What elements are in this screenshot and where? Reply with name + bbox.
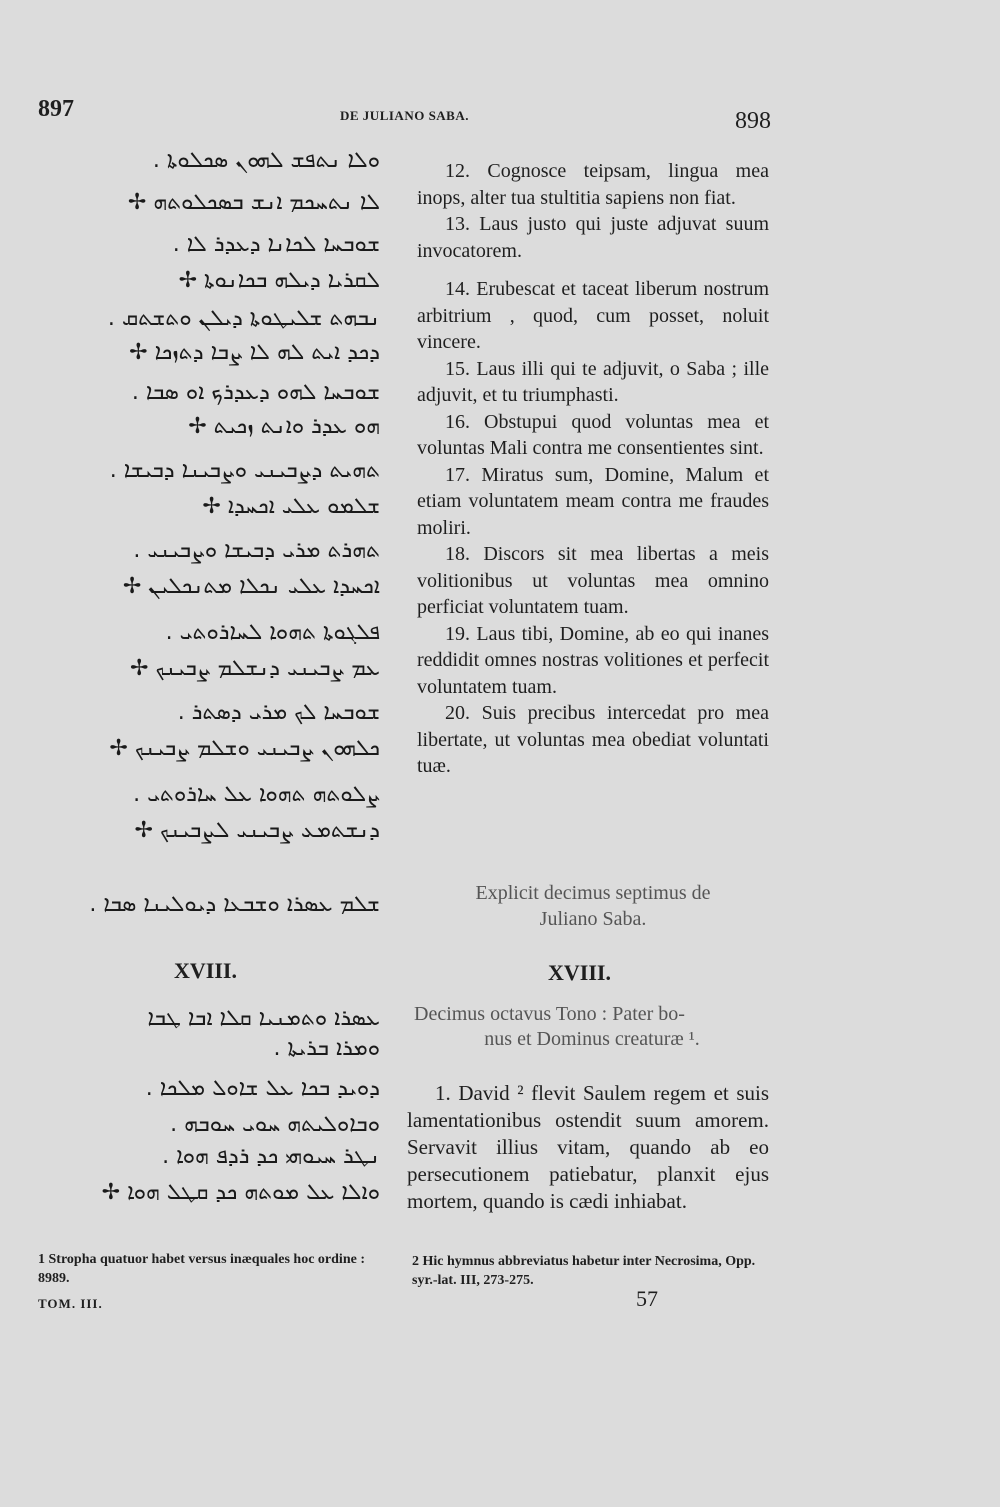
signature-mark: 57 bbox=[636, 1286, 658, 1311]
tone-line: Decimus octavus Tono : Pater bo- bbox=[414, 1003, 685, 1025]
syriac-line: ܥܣܪܐ ܘܬܡܢܝܐ ܩܠܐ ܐܒܐ ܛܒܐ bbox=[147, 1006, 380, 1031]
footnote-left: 1 Stropha quatuor habet versus inæquales hoc ordine : 8989. bbox=[38, 1252, 365, 1286]
syriac-line: ܐܟܚܕܐ ܥܠܝ ܢܟܠܐ ܡܬܢܟܠܝܢ ✢ bbox=[122, 574, 380, 599]
running-title: DE JULIANO SABA. bbox=[340, 108, 469, 123]
latin-stanza: 14. Erubescat et taceat liberum nostrum arbitrium , quod, cum posset, noluit vincere. bbox=[417, 278, 769, 353]
syriac-line: ܗܘ ܥܕܪ ܘܐܢܬ ܙܟܝܬ ✢ bbox=[188, 414, 380, 439]
left-page-number: 897 bbox=[38, 96, 74, 122]
syriac-line: ܕܟܕ ܐܝܬ ܠܗ ܠܐ ܨܒܐ ܕܬܙܟܐ ✢ bbox=[129, 340, 380, 365]
syriac-line: ܕܢܫܬܡܥ ܨܒܝܢܝ ܠܨܒܝܢܟ ✢ bbox=[134, 818, 380, 843]
syriac-line: ܢܛܪ ܚܝܘܗܝ ܟܕ ܪܕܦ ܗܘܐ . bbox=[162, 1144, 380, 1169]
syriac-line: ܫܠܡ ܥܣܪܐ ܘܫܒܥܐ ܕܝܘܠܝܢܐ ܣܒܐ . bbox=[89, 892, 380, 917]
syriac-line: ܠܩܪܝܐ ܕܝܠܗ ܒܟܐܢܘܬܐ ✢ bbox=[178, 268, 380, 293]
latin-translation-block bbox=[417, 158, 769, 780]
syriac-line: ܬܗܝܬ ܕܨܒܝܢܝ ܘܨܒܝܢܐ ܕܒܝܫܐ . bbox=[109, 458, 380, 483]
syriac-line: ܘܡܪܐ ܒܪܝܬܐ . bbox=[273, 1036, 380, 1061]
explicit-line: Explicit decimus septimus de bbox=[475, 882, 711, 904]
explicit-line: Juliano Saba. bbox=[539, 908, 647, 930]
latin-stanza: 13. Laus justo qui juste adjuvat suum invocatorem. bbox=[417, 213, 769, 262]
tone-indication bbox=[414, 1002, 770, 1052]
latin-stanza: 15. Laus illi qui te adjuvit, o Saba ; ille adjuvit, et tu triumphasti. bbox=[417, 357, 769, 406]
section-heading-left: XVIII. bbox=[174, 958, 237, 983]
syriac-line: ܘܒܐܘܠܝܬܗ ܚܘܝ ܚܘܒܗ . bbox=[170, 1112, 380, 1137]
syriac-line: ܫܠܡܘ ܥܠܝ ܐܟܚܕܐ ✢ bbox=[202, 494, 380, 519]
volume-mark: TOM. III. bbox=[38, 1296, 103, 1311]
syriac-line: ܨܠܘܬܗ ܬܗܘܐ ܥܠ ܚܐܪܘܬܝ . bbox=[133, 782, 380, 807]
syriac-line: ܫܘܒܚܐ ܠܟ ܡܪܝ ܕܣܬܪ . bbox=[177, 700, 380, 725]
section-heading-right: XVIII. bbox=[548, 960, 611, 985]
latin-stanza: 20. Suis precibus intercedat pro mea libertate, ut voluntas mea obediat voluntati tuæ. bbox=[417, 702, 769, 777]
syriac-line: ܢܒܗܬ ܫܠܝܛܘܬܐ ܕܝܠܢ ܘܬܫܬܩ . bbox=[107, 306, 380, 331]
latin-stanza: 12. Cognosce teipsam, lingua mea inops, alter tua stultitia sapiens non fiat. bbox=[417, 160, 769, 209]
latin-stanza: 19. Laus tibi, Domine, ab eo qui inanes reddidit omnes nostras volitiones et perfecit voluntatem tuam. bbox=[417, 622, 769, 698]
syriac-line: ܬܗܪܬ ܡܪܝ ܕܒܝܫܐ ܘܨܒܝܢܝ . bbox=[133, 538, 380, 563]
latin-stanza: 1. David ² flevit Saulem regem et suis lamentationibus ostendit suum amorem. Servavit illius vitam, quando ab eo persecutionem patiebatur, planxit ejus mortem, quando is cædi inhiabat. bbox=[407, 1081, 769, 1213]
latin-stanza: 17. Miratus sum, Domine, Malum et etiam voluntatem meam contra me fraudes moliri. bbox=[417, 463, 769, 539]
syriac-line: ܟܠܗܘܢ ܨܒܝܢܝ ܘܫܠܡ ܨܒܝܢܟ ✢ bbox=[109, 736, 380, 761]
syriac-line: ܫܘܒܚܐ ܠܗܘ ܕܥܕܪܟ ܐܘ ܣܒܐ . bbox=[131, 380, 380, 405]
syriac-line: ܘܠܐ ܢܬܦܫ ܠܗܘܢ ܣܟܠܘܬܐ . bbox=[152, 148, 380, 173]
right-page-number: 898 bbox=[735, 108, 771, 134]
syriac-line: ܠܐ ܢܬܚܟܡ ܐܢܫ ܒܣܟܠܘܬܗ ✢ bbox=[127, 190, 380, 215]
syriac-line: ܘܐܠܐ ܥܠ ܡܘܬܗ ܟܕ ܩܛܠ ܗܘܐ ✢ bbox=[101, 1180, 380, 1205]
latin-translation-xviii bbox=[407, 1080, 769, 1215]
tone-line: nus et Dominus creaturæ ¹. bbox=[484, 1028, 700, 1050]
latin-stanza: 18. Discors sit mea libertas a meis volitionibus ut voluntas mea omnino perficiat voluntatem tuam. bbox=[417, 543, 769, 618]
syriac-line: ܫܘܒܚܐ ܠܟܐܢܐ ܕܥܕܪ ܠܐ . bbox=[172, 232, 380, 257]
syriac-line: ܦܠܓܘܬܐ ܬܗܘܐ ܠܚܐܪܘܬܝ . bbox=[165, 620, 380, 645]
syriac-line: ܥܡ ܨܒܝܢܝ ܕܢܫܠܡ ܨܒܝܢܟ ✢ bbox=[130, 656, 380, 681]
syriac-line: ܕܘܝܕ ܒܟܐ ܥܠ ܫܐܘܠ ܡܠܟܐ . bbox=[145, 1076, 380, 1101]
footnote-right: 2 Hic hymnus abbreviatus habetur inter Necrosima, Opp. syr.-lat. III, 273-275. bbox=[412, 1254, 756, 1288]
latin-stanza: 16. Obstupui quod voluntas mea et voluntas Mali contra me consentientes sint. bbox=[417, 410, 769, 459]
